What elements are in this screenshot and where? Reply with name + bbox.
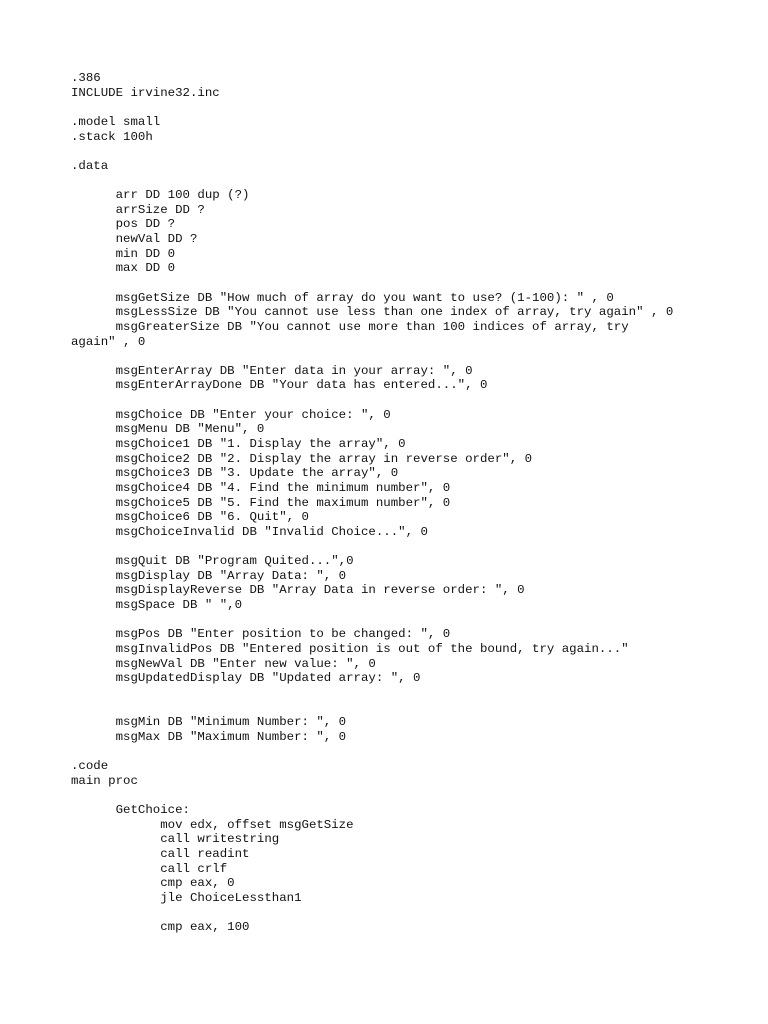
code-line (71, 540, 721, 555)
code-line: call readint (71, 846, 250, 861)
code-line (71, 701, 721, 716)
code-line: msgInvalidPos DB "Entered position is out of the bound, try again..." (71, 641, 629, 656)
code-line: msgPos DB "Enter position to be changed: ", 0 (71, 627, 451, 642)
code-line: msgSpace DB " ",0 (71, 598, 243, 613)
code-line: cmp eax, 100 (71, 920, 250, 935)
code-line: msgChoice1 DB "1. Display the array", 0 (71, 437, 406, 452)
code-line: arrSize DD ? (71, 202, 205, 217)
code-line: call crlf (71, 861, 228, 876)
code-line: call writestring (71, 832, 280, 847)
code-line: msgChoice6 DB "6. Quit", 0 (71, 510, 309, 525)
code-line: .stack 100h (71, 129, 153, 144)
code-line: msgMenu DB "Menu", 0 (71, 422, 265, 437)
code-line: msgChoice2 DB "2. Display the array in reverse order", 0 (71, 451, 533, 466)
code-line: max DD 0 (71, 261, 176, 276)
code-line: GetChoice: (71, 803, 190, 818)
code-line: cmp eax, 0 (71, 876, 235, 891)
code-line: msgDisplay DB "Array Data: ", 0 (71, 568, 347, 583)
code-line (71, 393, 721, 408)
code-line: msgMin DB "Minimum Number: ", 0 (71, 715, 347, 730)
code-line: pos DD ? (71, 217, 176, 232)
code-line: msgLessSize DB "You cannot use less than one index of array, try again" , 0 (71, 305, 674, 320)
code-line: .code (71, 759, 109, 774)
code-line (71, 906, 721, 921)
code-line: arr DD 100 dup (?) (71, 188, 250, 203)
code-line (71, 144, 721, 159)
code-line (71, 349, 721, 364)
code-line: INCLUDE irvine32.inc (71, 85, 220, 100)
code-line: msgChoiceInvalid DB "Invalid Choice...", 0 (71, 524, 428, 539)
code-line: again" , 0 (71, 334, 146, 349)
code-document (71, 71, 721, 935)
code-line (71, 686, 721, 701)
code-line: min DD 0 (71, 246, 176, 261)
code-line (71, 276, 721, 291)
code-line: .data (71, 158, 109, 173)
code-line: jle ChoiceLessthan1 (71, 890, 302, 905)
code-line: msgEnterArray DB "Enter data in your array: ", 0 (71, 363, 473, 378)
code-line: msgChoice5 DB "5. Find the maximum number", 0 (71, 495, 451, 510)
code-line (71, 100, 721, 115)
code-line (71, 173, 721, 188)
code-line: msgChoice3 DB "3. Update the array", 0 (71, 466, 399, 481)
code-line: .model small (71, 114, 161, 129)
code-line: msgMax DB "Maximum Number: ", 0 (71, 729, 347, 744)
code-line (71, 613, 721, 628)
code-line: .386 (71, 71, 101, 85)
code-line: msgChoice DB "Enter your choice: ", 0 (71, 407, 391, 422)
code-line: msgGreaterSize DB "You cannot use more than 100 indices of array, try (71, 319, 629, 334)
code-line: msgUpdatedDisplay DB "Updated array: ", 0 (71, 671, 421, 686)
code-line (71, 788, 721, 803)
code-line: mov edx, offset msgGetSize (71, 817, 354, 832)
code-line: msgNewVal DB "Enter new value: ", 0 (71, 656, 376, 671)
code-line: msgDisplayReverse DB "Array Data in reverse order: ", 0 (71, 583, 525, 598)
code-line: msgEnterArrayDone DB "Your data has entered...", 0 (71, 378, 488, 393)
code-line (71, 744, 721, 759)
code-line: msgChoice4 DB "4. Find the minimum number", 0 (71, 480, 451, 495)
code-line: main proc (71, 773, 138, 788)
code-line: newVal DD ? (71, 232, 198, 247)
code-line: msgQuit DB "Program Quited...",0 (71, 554, 354, 569)
code-line: msgGetSize DB "How much of array do you want to use? (1-100): " , 0 (71, 290, 614, 305)
